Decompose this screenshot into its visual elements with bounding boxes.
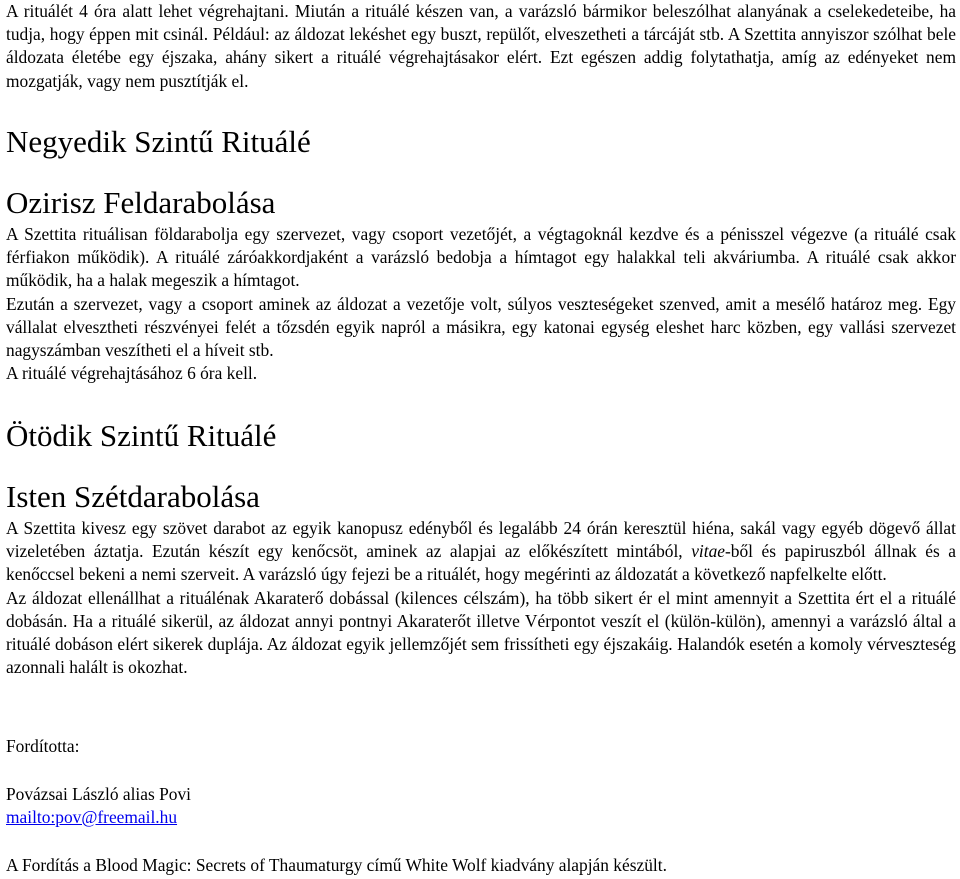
level-5-paragraph-1-part-b: -ből és papiruszból állnak és a kenőccsel bekeni a nemi szerveit. A varázsló úgy fejezi be a rituálét, hogy megérinti az áldozatát a következő napfelkelte előtt. bbox=[6, 541, 957, 585]
level-4-ritual-title: Ozirisz Feldarabolása bbox=[6, 185, 276, 220]
level-4-paragraph-3: A rituálé végrehajtásához 6 óra kell. bbox=[6, 363, 258, 384]
level-5-heading: Ötödik Szintű Rituálé bbox=[6, 418, 277, 453]
email-link[interactable]: mailto:pov@freemail.hu bbox=[6, 807, 178, 827]
level-4-paragraph-2: Ezután a szervezet, vagy a csoport aminek az áldozat a vezetője volt, súlyos veszteségeket szenved, amit a mesélő határoz meg. Egy vállalat elvesztheti részvényei felét a tőzsdén egyik napról a másikra, egy katonai egység eleshet harc közben, egy vallási szervezet nagyszámban veszítheti el a híveit stb. bbox=[6, 293, 956, 361]
intro-paragraph: A rituálét 4 óra alatt lehet végrehajtani. Miután a rituálé készen van, a varázsló bármikor beleszólhat alanyának a cselekedeteibe, ha tudja, hogy éppen mit csinál. Például: az áldozat lekéshet egy buszt, repülőt, elveszetheti a tárcáját stb. A Szettita annyiszor szólhat bele áldozata életébe egy éjszaka, ahány sikert a rituálé végrehajtásakor elért. Ezt egészen addig folytathatja, amíg az edényeket nem mozgatják, vagy nem pusztítják el. bbox=[6, 1, 956, 91]
level-4-heading: Negyedik Szintű Rituálé bbox=[6, 124, 311, 159]
source-note: A Fordítás a Blood Magic: Secrets of Thaumaturgy című White Wolf kiadvány alapján készült. bbox=[6, 855, 667, 875]
level-5-ritual-title: Isten Szétdarabolása bbox=[6, 479, 260, 514]
level-4-paragraph-1: A Szettita rituálisan földarabolja egy szervezet, vagy csoport vezetőjét, a végtagoknál kezdve és a pénisszel végezve (a rituálé csak férfiakon működik). A rituálé záróakkordjaként a varázsló bedobja a hímtagot egy halakkal teli akváriumba. A rituálé csak akkor működik, ha a halak megeszik a hímtagot. bbox=[6, 224, 956, 291]
translator-name: Povázsai László alias Povi bbox=[6, 784, 191, 804]
level-4-body bbox=[6, 223, 956, 385]
level-5-paragraph-2: Az áldozat ellenállhat a rituálénak Akaraterő dobással (kilences célszám), ha több sikert ér el mint amennyit a Szettita ért el a rituálé dobásán. Ha a rituálé sikerül, az áldozat annyi pontnyi Akaraterőt illetve Vérpontot veszít el (külön-külön), amennyi a varázsló által a rituálé dobáson elért sikerek duplája. Az áldozat egyik jellemzőjét sem frissítheti egy éjszakáig. Halandók esetén a komoly vérveszteség azonnali halált is okozhat. bbox=[6, 587, 956, 678]
level-5-body bbox=[6, 517, 956, 679]
level-5-paragraph-1-part-a: A Szettita kivesz egy szövet darabot az egyik kanopusz edényből és legalább 24 órán keresztül hiéna, sakál vagy egyéb dögevő állat vizeletében áztatja. Ezután készít egy kenőcsöt, aminek az alapjai az előkészített mintából, bbox=[6, 518, 956, 562]
email-line bbox=[6, 806, 177, 829]
vitae-term: vitae bbox=[691, 541, 725, 562]
level-5-paragraph-1 bbox=[6, 517, 956, 587]
translated-by-label: Fordította: bbox=[6, 736, 80, 756]
